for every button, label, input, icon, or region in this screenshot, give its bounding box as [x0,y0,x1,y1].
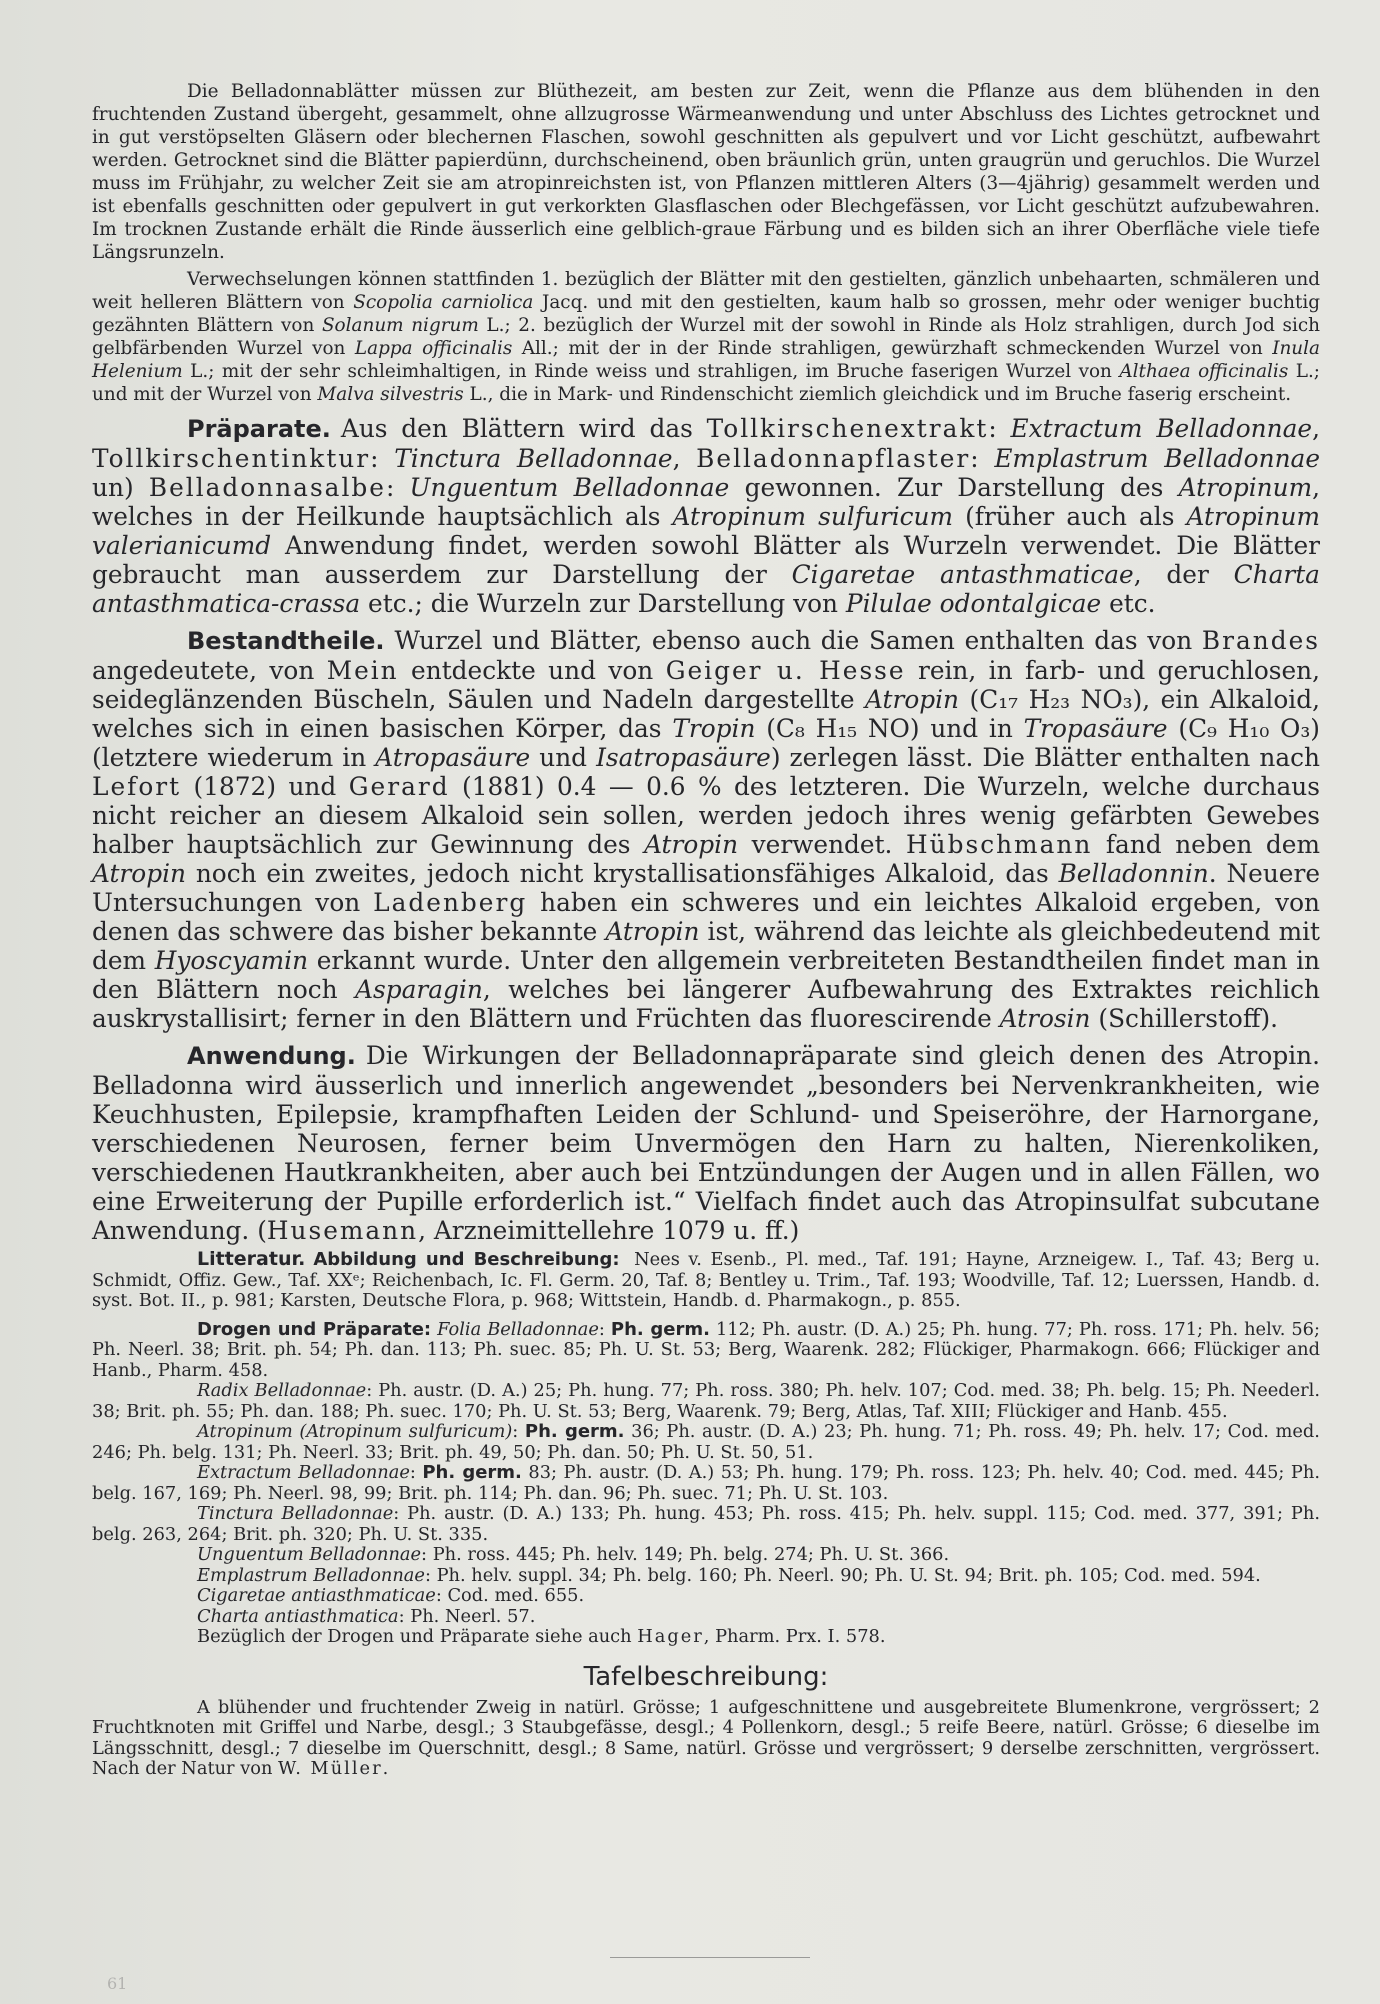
text: All.; mit der in der Rinde strahligen, gewürzhaft schmeckenden Wurzel von [512,338,1273,359]
compound-name: Atropin [92,859,186,888]
text: , Pharm. Prx. I. 578. [703,1626,886,1647]
text: 112; Ph. austr. (D. A.) 25; Ph. hung. 77; Ph. ross. 171; Ph. helv. 56; Ph. Neerl. 38; Brit. ph. 54; Ph. dan. 113; Ph. suec. 85; Ph. U. St. 53; Berg, Waarenk. 282; Flückiger, Pharmakogn. 666; Flückiger and Hanb., Pharm. 458. [92,1318,1320,1381]
text: Die Wirkungen der Belladonnapräparate sind gleich denen des Atropin. Belladonna wird äusserlich und innerlich angewendet „besonders bei Nervenkrankheiten, wie Keuchhusten, Epilepsie, krampfhaften Leiden der Schlund- und Speiseröhre, der Harnorgane, verschiedenen Neurosen, ferner beim Unvermögen den Harn zu halten, Nierenkoliken, verschiedenen Hautkrankheiten, aber auch bei Entzündungen der Augen und in allen Fällen, wo eine Erweiterung der Pupille erforderlich ist.“ Vielfach findet auch das Atropinsulfat subcutane Anwendung. ( [92,1041,1320,1245]
author-name: Lefort [92,772,182,801]
author-name: Hübschmann [906,830,1093,859]
text: etc. [1101,589,1156,618]
text: Aus den Blättern wird das [340,414,707,443]
text: A blühender und fruchtender Zweig in natürl. Grösse; 1 aufgeschnittene und ausgebreitete Blumenkrone, vergrössert; 2 Fruchtknoten mit Griffel und Narbe, desgl.; 3 Staubgefässe, desgl.; 4 Pollenkorn, desgl.; 5 reife Beere, natürl. Grösse; 6 dieselbe im Längsschnitt, desgl.; 7 dieselbe im Querschnitt, desgl.; 8 Same, natürl. Grösse und vergrössert; 9 derselbe zerschnitten, vergrössert. Nach der Natur von [92,1696,1320,1779]
text: verwendet. [738,830,906,859]
text: Verwechselungen können stattfinden 1. bezüglich der Blätter mit den gestielten, gänzlich unbehaarten, schmäleren und weit helleren Blättern von [92,269,1320,313]
compound-name: Atropin [865,685,960,714]
section-heading: Bestandtheile. [187,627,385,655]
section-heading: Präparate. [187,415,331,443]
compound-name: Atrosin [999,1004,1091,1033]
species-name: Scopolia carniolica [353,292,534,313]
text: : [385,473,410,502]
text: . Neuere Untersuchungen von [92,859,1321,917]
text: . [382,1758,389,1779]
ref-emplastrum [92,1566,1320,1587]
species-name: Althaea officinalis [1119,361,1289,382]
text: L., die in Mark- und Rindenschicht ziemlich gleichdick und im Bruche faserig erscheint. [463,384,1292,405]
spaced-term: Belladonnasalbe [148,473,386,502]
text: : [370,444,395,473]
compound-name: Atropin [644,830,739,859]
drug-name: Cigaretae antiasthmaticae [197,1585,436,1606]
plate-description-title: Tafelbeschreibung: [583,1661,829,1692]
text: ist, während das leichte als gleichbedeutend mit dem [92,917,1320,975]
author-name: Hager [637,1626,704,1647]
text: etc.; die Wurzeln zur Darstellung von [360,589,846,618]
text: 83; Ph. austr. (D. A.) 53; Ph. hung. 179; Ph. ross. 123; Ph. helv. 40; Cod. med. 445; Ph. belg. 167, 169; Ph. Neerl. 98, 99; Brit. ph. 114; Ph. dan. 96; Ph. suec. 71; Ph. U. St. 103. [92,1462,1320,1504]
text: (C₁₇ H₂₃ NO₃), ein Alkaloid, welches sich in einen basischen Körper, das [92,685,1320,743]
latin-term: Atropinum [1178,473,1313,502]
latin-term: Emplastrum Belladonnae [994,444,1320,473]
compound-name: Tropin [672,714,756,743]
text: : [988,414,1011,443]
text: (1872) und [181,772,349,801]
pharmacopoeia-germ: Ph. germ. [610,1318,710,1340]
compound-name: Atropin [605,917,700,946]
author-name: Gerard [348,772,450,801]
text: : Ph. helv. suppl. 34; Ph. belg. 160; Ph. Neerl. 90; Ph. U. St. 94; Brit. ph. 105; Cod. med. 594. [424,1564,1261,1586]
text: gewonnen. Zur Darstellung des [729,473,1179,502]
text: (C₉ H₁₀ O₃) (letztere wiederum in [92,714,1320,772]
text: angedeutete, von [92,656,327,685]
text: ) zerlegen lässt. Die Blätter enthalten nach [770,743,1320,772]
compound-name: Isatropasäure [596,743,771,772]
drug-name: Atropinum (Atropinum sulfuricum) [197,1421,513,1442]
author-name: Brandes [1201,626,1320,655]
text: Bezüglich der Drogen und Präparate siehe auch [197,1626,638,1647]
text: (C₈ H₁₅ NO) und in [755,714,1024,743]
text: rein, in farb- und geruchlosen, seideglänzenden Büscheln, Säulen und Nadeln dargestellte [92,656,1320,714]
drug-name: Radix Belladonnae [197,1380,367,1401]
text: L.; und mit der Wurzel von [92,361,1320,405]
compound-name: Tropasäure [1023,714,1168,743]
section-anwendung [92,1041,1320,1245]
spaced-term: Tollkirschentinktur [92,444,371,473]
ref-cigaretae [92,1586,1320,1607]
text: Jacq. und mit den gestielten, kaum halb so grossen, mehr oder weniger buchtig gezähnten Blättern von [92,292,1320,336]
section-litteratur [92,1249,1320,1312]
text: 36; Ph. austr. (D. A.) 23; Ph. hung. 71; Ph. ross. 49; Ph. helv. 17; Cod. med. 246; Ph. belg. 131; Ph. Neerl. 33; Brit. ph. 49, 50; Ph. dan. 50; Ph. U. St. 50, 51. [92,1421,1320,1463]
text: un) [92,473,149,502]
text: : [970,444,995,473]
section-drogen [92,1320,1320,1648]
paragraph-collection [92,80,1320,264]
compound-name: Asparagin [355,975,483,1004]
footer-rule [610,1957,810,1958]
subsection-heading: Drogen und Präparate: [197,1318,432,1340]
ref-hager [92,1627,1320,1648]
latin-term: Cigaretae antasthmaticae [791,560,1134,589]
section-praeparate [92,414,1320,618]
species-name: Solanum nigrum [321,315,479,336]
text: noch ein zweites, jedoch nicht krystallisationsfähiges Alkaloid, das [186,859,1059,888]
text: erkannt wurde. Unter den allgemein verbreiteten Bestandtheilen findet man in den Blättern noch [92,946,1320,1004]
paragraph-confusion [92,268,1320,406]
species-name: Malva silvestris [317,384,464,405]
spaced-term: Tollkirschenextrakt [706,414,989,443]
section-bestandtheile [92,626,1320,1033]
text: : Ph. austr. (D. A.) 133; Ph. hung. 453; Ph. ross. 415; Ph. helv. suppl. 115; Cod. med. 377, 391; Ph. belg. 263, 264; Brit. ph. 320; Ph. U. St. 335. [92,1503,1320,1545]
compound-name: Belladonnin [1058,859,1209,888]
text: , [1312,414,1320,443]
ref-unguentum [92,1545,1320,1566]
drug-name: Unguentum Belladonnae [197,1544,422,1565]
text: L.; 2. bezüglich der Wurzel mit der sowohl in Rinde als Holz strahligen, durch Jod sich gelbfärbenden Wurzel von [92,315,1320,359]
compound-name: Atropasäure [375,743,531,772]
author-name: Ladenberg [373,888,528,917]
latin-term: Pilulae odontalgicae [845,589,1102,618]
text: (früher auch als [953,502,1187,531]
text: haben ein schweres und ein leichtes Alkaloid ergeben, von denen das schwere das bisher bekannte [92,888,1321,946]
latin-term: Atropinum valerianicumd [92,502,1320,560]
drug-name: Charta antiasthmatica [197,1605,399,1627]
plate-description [92,1698,1320,1780]
drug-name: Folia Belladonnae [437,1318,599,1340]
author-name: W. Müller [278,1758,383,1779]
text: (1881) 0.4 — 0.6 % des letzteren. Die Wurzeln, welche durchaus nicht reicher an diesem Alkaloid sein sollen, werden jedoch ihres wenig gefärbten Gewebes halber hauptsächlich zur Gewinnung des [92,772,1320,859]
section-heading: Litteratur. [197,1248,306,1270]
subsection-heading: Abbildung und Beschreibung: [313,1249,620,1270]
text: und [530,743,597,772]
author-name: Geiger u. Hesse [665,656,906,685]
text: Anwendung findet, werden sowohl Blätter als Wurzeln verwendet. Die Blätter gebraucht man ausserdem zur Darstellung der [92,531,1320,589]
compound-name: Hyoscyamin [154,946,309,975]
pharmacopoeia-germ: Ph. germ. [422,1462,522,1483]
text: , welches bei längerer Aufbewahrung des Extraktes reichlich auskrystallisirt; ferner in den Blättern und Früchten das fluorescirende [92,975,1320,1033]
page-number: 61 [107,1974,128,1993]
ref-tinctura [92,1504,1320,1545]
drug-name: Emplastrum Belladonnae [197,1564,425,1586]
text: : Cod. med. 655. [435,1585,585,1606]
section-heading: Anwendung. [187,1042,356,1070]
ref-folia: Drogen und Präparate: Folia Belladonnae: Ph. germ. 112; Ph. austr. (D. A.) 25; Ph. hung. 77; Ph. ross. 171; Ph. helv. 56; Ph. Neerl. 38; Brit. ph. 54; Ph. dan. 113; Ph. suec. 85; Ph. U. St. 53; Berg, Waarenk. 282; Flückiger, Pharmakogn. 666; Flückiger and Hanb., Pharm. 458. [92,1318,1320,1381]
ref-extractum: Extractum Belladonnae: Ph. germ. 83; Ph. austr. (D. A.) 53; Ph. hung. 179; Ph. ross. 123; Ph. helv. 40; Cod. med. 445; Ph. belg. 167, 169; Ph. Neerl. 98, 99; Brit. ph. 114; Ph. dan. 96; Ph. suec. 71; Ph. U. St. 103. [92,1462,1320,1504]
text: : Ph. ross. 445; Ph. helv. 149; Ph. belg. 274; Ph. U. St. 366. [421,1544,950,1565]
text: Wurzel und Blätter, ebenso auch die Samen enthalten das von [394,626,1202,655]
drug-name: Tinctura Belladonnae [197,1503,394,1524]
species-name: Inula Helenium [92,338,1320,382]
text: , [672,444,697,473]
author-name: Mein [326,656,399,685]
text: , der [1133,560,1234,589]
latin-term: Charta antasthmatica-crassa [92,560,1320,618]
latin-term: Unguentum Belladonnae [409,473,730,502]
paragraph-collection-text: Die Belladonnablätter müssen zur Blüthezeit, am besten zur Zeit, wenn die Pflanze aus dem blühenden in den fruchtenden Zustand übergeht, gesammelt, ohne allzugrosse Wärmeanwendung und unter Abschluss des Lichtes getrocknet und in gut verstöpselten Gläsern oder blechernen Flaschen, sowohl geschnitten als gepulvert und vor Licht geschützt, aufbewahrt werden. Getrocknet sind die Blätter papierdünn, durchscheinend, oben bräunlich grün, unten graugrün und geruchlos. Die Wurzel muss im Frühjahr, zu welcher Zeit sie am atropinreichsten ist, von Pflanzen mittleren Alters (3—4jährig) gesammelt werden und ist ebenfalls geschnitten oder gepulvert in gut verkorkten Glasflaschen oder Blechgefässen, vor Licht geschützt aufzubewahren. Im trocknen Zustande erhält die Rinde äusserlich eine gelblich-graue Färbung und es bilden sich an ihrer Oberfläche viele tiefe Längsrunzeln. [92,81,1320,263]
text: : Ph. Neerl. 57. [398,1605,536,1627]
drug-name: Extractum Belladonnae [197,1462,410,1483]
text: Nees v. Esenb., Pl. med., Taf. 191; Hayne, Arzneigew. I., Taf. 43; Berg u. Schmidt, Offiz. Gew., Taf. XXᵉ; Reichenbach, Ic. Fl. Germ. 20, Taf. 8; Bentley u. Trim., Taf. 193; Woodville, Taf. 12; Luerssen, Handb. d. syst. Bot. II., p. 981; Karsten, Deutsche Flora, p. 968; Wittstein, Handb. d. Pharmakogn., p. 855. [92,1249,1320,1311]
text: fand neben dem [1092,830,1320,859]
text: , Arzneimittellehre 1079 u. ff.) [418,1216,800,1245]
ref-charta [92,1607,1320,1628]
text: L.; mit der sehr schleimhaltigen, in Rinde weiss und strahligen, im Bruche faserigen Wurzel von [182,361,1120,382]
ref-atropinum: Atropinum (Atropinum sulfuricum): Ph. germ. 36; Ph. austr. (D. A.) 23; Ph. hung. 71; Ph. ross. 49; Ph. helv. 17; Cod. med. 246; Ph. belg. 131; Ph. Neerl. 33; Brit. ph. 49, 50; Ph. dan. 50; Ph. U. St. 50, 51. [92,1421,1320,1463]
text: : Ph. austr. (D. A.) 25; Ph. hung. 77; Ph. ross. 380; Ph. helv. 107; Cod. med. 38; Ph. belg. 15; Ph. Neederl. 38; Brit. ph. 55; Ph. dan. 188; Ph. suec. 170; Ph. U. St. 53; Berg, Waarenk. 79; Berg, Atlas, Taf. XIII; Flückiger and Hanb. 455. [92,1380,1320,1422]
latin-term: Atropinum sulfuricum [672,502,954,531]
text: (Schillerstoff). [1090,1004,1279,1033]
text: entdeckte und von [398,656,666,685]
spaced-term: Belladonnapflaster [696,444,971,473]
pharmacopoeia-germ: Ph. germ. [524,1421,625,1442]
species-name: Lappa officinalis [354,338,513,359]
latin-term: Tinctura Belladonnae [394,444,673,473]
author-name: Husemann [266,1216,419,1245]
latin-term: Extractum Belladonnae [1010,414,1313,443]
text: , welches in der Heilkunde hauptsächlich als [92,473,1321,531]
ref-radix [92,1381,1320,1422]
